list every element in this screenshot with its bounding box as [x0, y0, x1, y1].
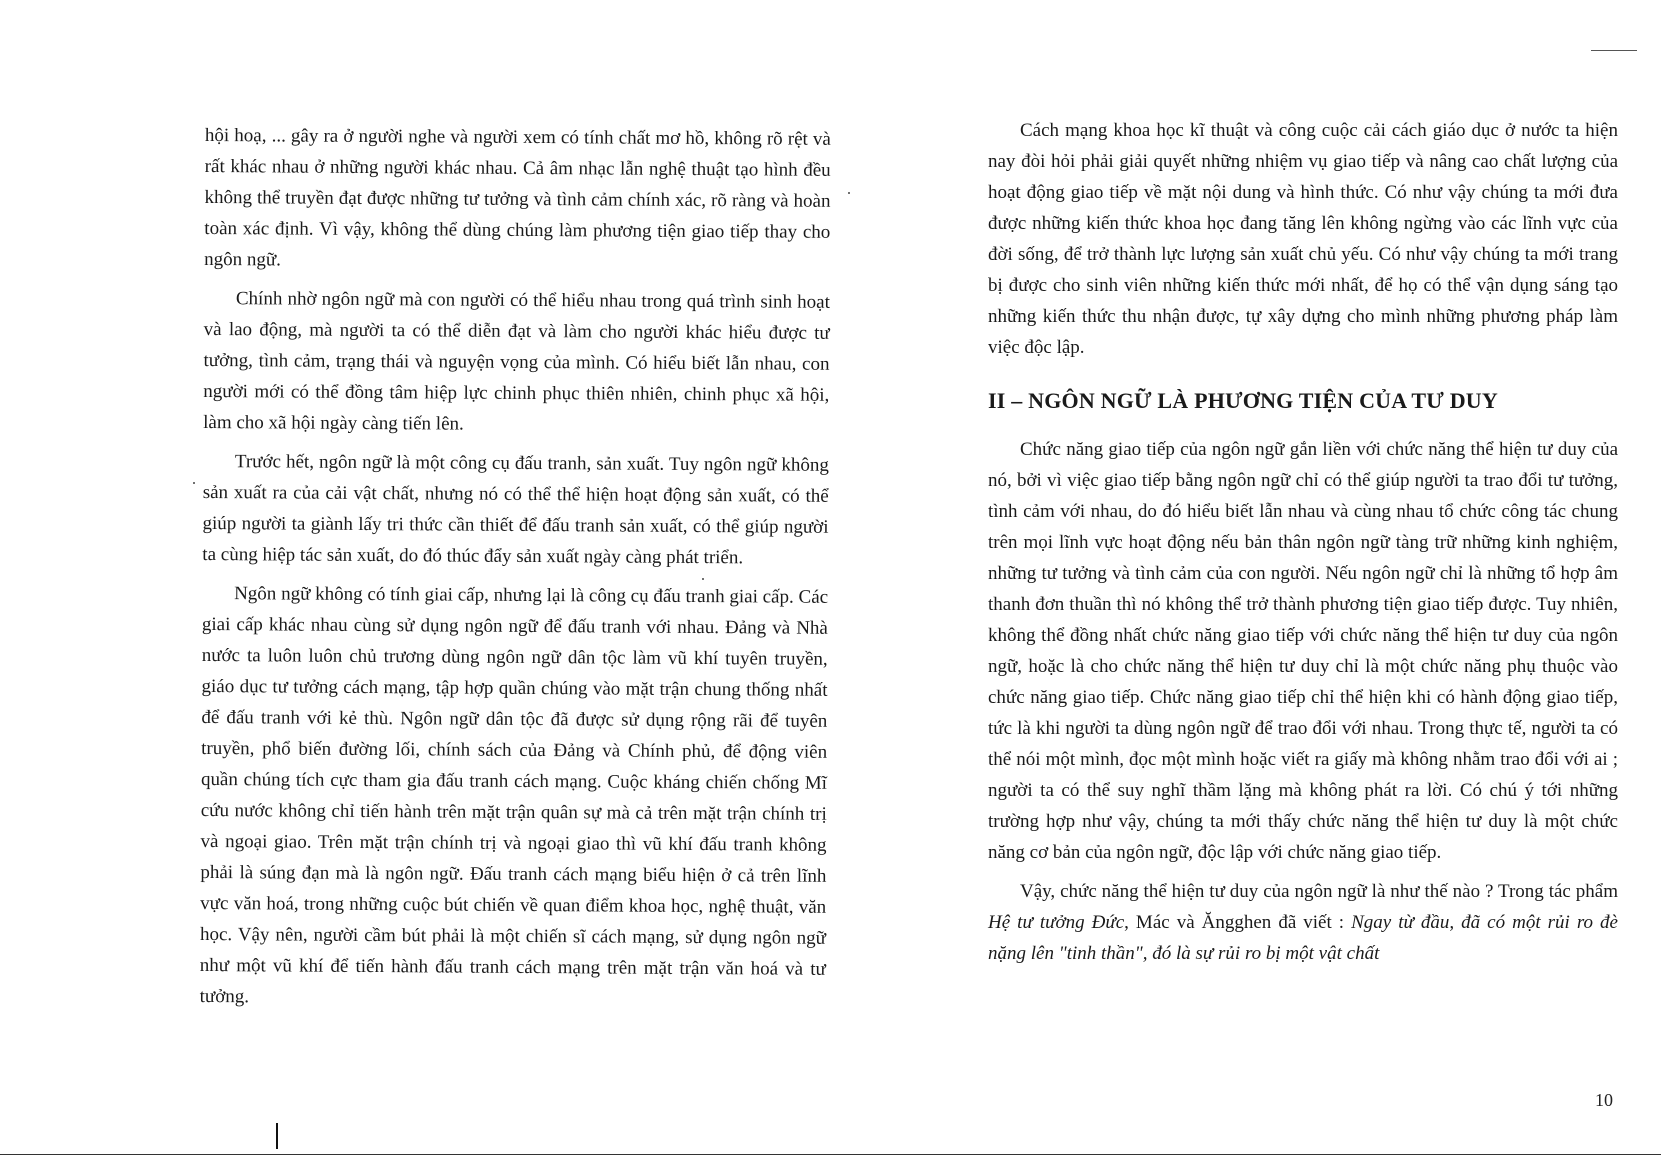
- scan-speck: [193, 482, 195, 484]
- paragraph: Chức năng giao tiếp của ngôn ngữ gắn liền với chức năng thể hiện tư duy của nó, bởi vì việc giao tiếp bằng ngôn ngữ chỉ có thể giúp người ta trao đổi tư tưởng, tình cảm với nhau, do đó hiểu biết lẫn nhau và cùng nhau tổ chức công tác chung trên mọi lĩnh vực hoạt động nếu bản thân ngôn ngữ tàng trữ những kinh nghiệm, những tư tưởng và tình cảm của con người. Nếu ngôn ngữ chỉ là những tổ hợp âm thanh đơn thuần thì nó không thể trở thành phương tiện giao tiếp được. Tuy nhiên, không thể đồng nhất chức năng giao tiếp với chức năng thể hiện tư duy của ngôn ngữ, hoặc là cho chức năng thể hiện tư duy chỉ là một chức năng phụ thuộc vào chức năng giao tiếp. Chức năng giao tiếp chỉ thể hiện khi có hành động giao tiếp, tức là khi người ta dùng ngôn ngữ để trao đổi với nhau. Trong thực tế, người ta có thể nói một mình, đọc một mình hoặc viết ra giấy mà không nhằm trao đổi với ai ; người ta có thể suy nghĩ thầm lặng mà không phát ra lời. Có chú ý tới những trường hợp như vậy, chúng ta mới thấy chức năng thể hiện tư duy là một chức năng cơ bản của ngôn ngữ, độc lập với chức năng giao tiếp.: [988, 439, 1618, 863]
- page-number: 10: [1595, 1090, 1613, 1110]
- paragraph-with-quote: [988, 876, 1618, 969]
- paragraph: Chính nhờ ngôn ngữ mà con người có thể hiểu nhau trong quá trình sinh hoạt và lao động, mà người ta có thể diễn đạt và làm cho người khác hiểu được tư tưởng, tình cảm, trạng thái và nguyện vọng của mình. Có hiểu biết lẫn nhau, con người mới có thể đồng tâm hiệp lực chinh phục thiên nhiên, chinh phục xã hội, làm cho xã hội ngày càng tiến lên.: [203, 288, 830, 435]
- right-page: [830, 0, 1661, 1169]
- paragraph: Ngôn ngữ không có tính giai cấp, nhưng lại là công cụ đấu tranh giai cấp. Các giai cấp khác nhau cùng sử dụng ngôn ngữ để đấu tranh với nhau. Đảng và Nhà nước ta luôn luôn chủ trương dùng ngôn ngữ dân tộc làm vũ khí tuyên truyền, giáo dục tư tưởng cách mạng, tập hợp quần chúng vào mặt trận chung thống nhất để đấu tranh với kẻ thù. Ngôn ngữ dân tộc đã được sử dụng rộng rãi để tuyên truyền, phổ biến đường lối, chính sách của Đảng và Chính phủ, để động viên quần chúng tích cực tham gia đấu tranh cách mạng. Cuộc kháng chiến chống Mĩ cứu nước không chỉ tiến hành trên mặt trận quân sự mà cả trên mặt trận chính trị và ngoại giao. Trên mặt trận chính trị và ngoại giao thì vũ khí đấu tranh không phải là súng đạn mà là ngôn ngữ. Đấu tranh cách mạng biểu hiện ở cả trên lĩnh vực văn hoá, trong những cuộc bút chiến về quan điểm khoa học, nghệ thuật, văn học. Vậy nên, người cầm bút phải là một chiến sĩ cách mạng, sử dụng ngôn ngữ như một vũ khí để tiến hành đấu tranh cách mạng trên mặt trận văn hoá và tư tưởng.: [199, 583, 829, 1008]
- section-heading: II – NGÔN NGỮ LÀ PHƯƠNG TIỆN CỦA TƯ DUY: [988, 388, 1498, 413]
- paragraph: hội hoạ, ... gây ra ở người nghe và người xem có tính chất mơ hồ, không rõ rệt và rất khác nhau ở những người khác nhau. Cả âm nhạc lẫn nghệ thuật tạo hình đều không thể truyền đạt được những tư tưởng và tình cảm chính xác, rõ ràng và hoàn toàn xác định. Vì vậy, không thể dùng chúng làm phương tiện giao tiếp thay cho ngôn ngữ.: [204, 124, 831, 271]
- bottom-edge-line: [0, 1154, 1661, 1155]
- paragraph: Cách mạng khoa học kĩ thuật và công cuộc cải cách giáo dục ở nước ta hiện nay đòi hỏi phải giải quyết những nhiệm vụ giao tiếp và nâng cao chất lượng của hoạt động giao tiếp về mặt nội dung và hình thức. Có như vậy chúng ta mới đưa được những kiến thức khoa học đang tăng lên không ngừng vào các lĩnh vực của đời sống, để trở thành lực lượng sản xuất chủ yếu. Có như vậy chúng ta mới trang bị được cho sinh viên những kiến thức mới nhất, để họ có thể vận dụng sáng tạo những kiến thức thu nhận được, tự xây dựng cho mình những phương pháp làm việc độc lập.: [988, 120, 1618, 358]
- top-rule: [1591, 50, 1637, 51]
- work-title: Hệ tư tưởng Đức: [988, 912, 1125, 933]
- left-page: [0, 0, 830, 1169]
- scan-speck: [848, 192, 850, 194]
- gutter-mark: [276, 1123, 278, 1149]
- right-text-column: [988, 115, 1618, 977]
- scan-speck: [702, 578, 704, 580]
- quotation: Ngay từ đầu, đã có một rủi ro đè nặng lên "tinh thần", đó là sự rủi ro bị một vật chất: [988, 912, 1618, 964]
- paragraph: Trước hết, ngôn ngữ là một công cụ đấu tranh, sản xuất. Tuy ngôn ngữ không sản xuất ra của cải vật chất, nhưng nó có thể thể hiện hoạt động sản xuất, có thể giúp người ta giành lấy tri thức cần thiết để đấu tranh sản xuất, có thể giúp người ta cùng hiệp tác sản xuất, do đó thúc đẩy sản xuất ngày càng phát triển.: [202, 451, 829, 569]
- paragraph-text: Vậy, chức năng thể hiện tư duy của ngôn ngữ là như thế nào ? Trong tác phẩm: [1020, 881, 1618, 902]
- left-text-column: [200, 120, 831, 1024]
- paragraph-text: , Mác và Ăngghen đã viết :: [1124, 912, 1352, 933]
